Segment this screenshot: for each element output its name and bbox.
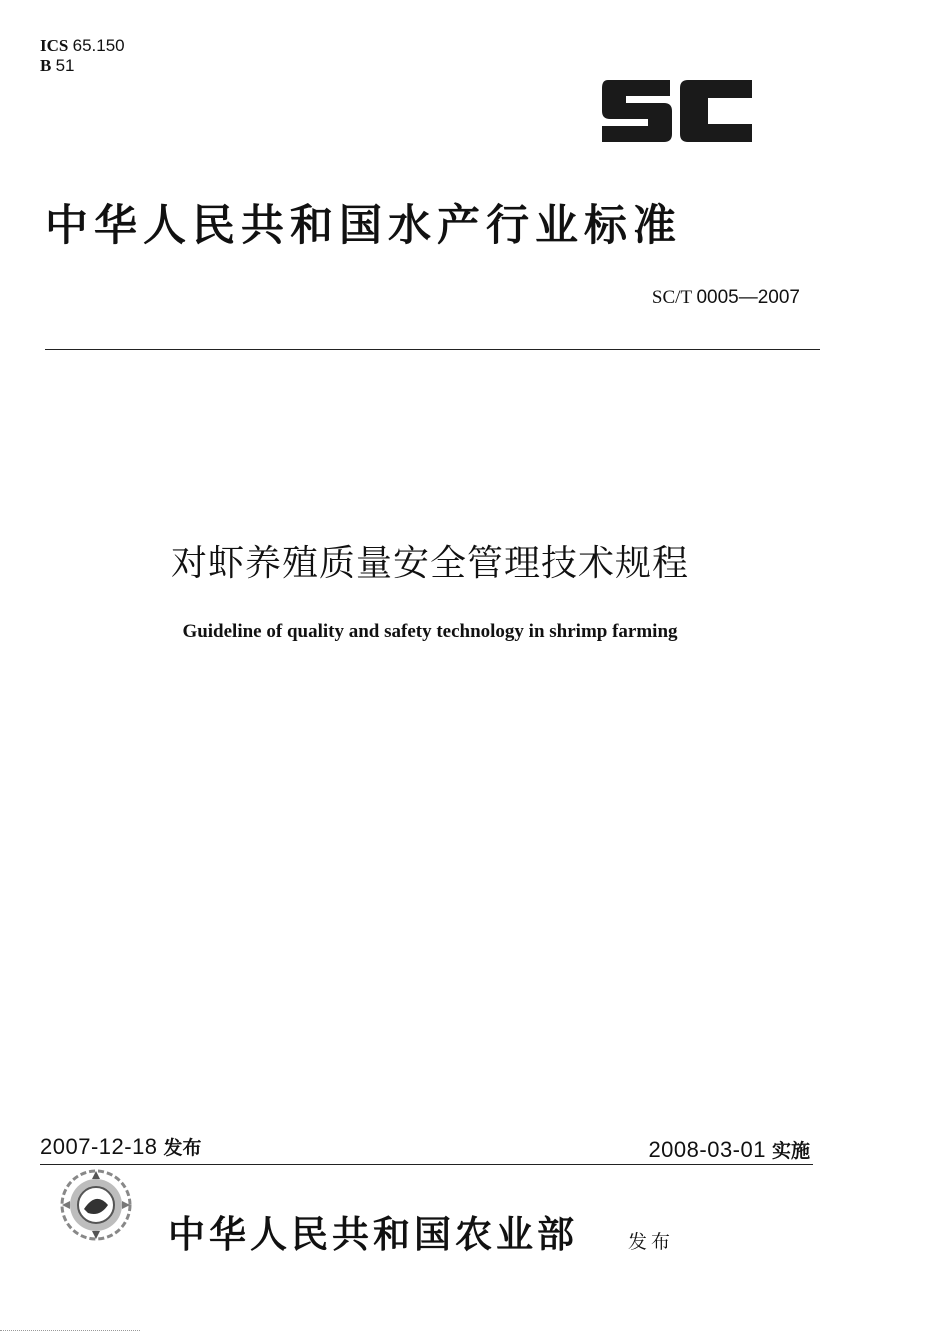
effective-date-block <box>648 1136 810 1163</box>
issue-date: 2007-12-18 <box>40 1134 158 1159</box>
sc-logo-icon <box>598 76 756 146</box>
classification-codes <box>40 36 125 76</box>
issue-label: 发布 <box>163 1137 202 1159</box>
issue-date-block <box>40 1133 202 1160</box>
logo-letter-c <box>680 80 752 142</box>
ccs-code <box>40 56 125 76</box>
standard-prefix: SC/T <box>651 287 692 308</box>
issuing-authority-suffix: 发布 <box>628 1231 675 1253</box>
ministry-emblem-icon <box>56 1165 136 1245</box>
footer-divider <box>40 1164 813 1165</box>
header-divider <box>45 349 820 350</box>
standard-number <box>652 287 800 309</box>
document-title-english: Guideline of quality and safety technology in shrimp farming <box>182 621 678 642</box>
ics-value: 65.150 <box>72 36 125 55</box>
document-title-chinese: 对虾养殖质量安全管理技术规程 <box>170 543 689 584</box>
effective-date: 2008-03-01 <box>648 1137 766 1162</box>
page-edge-mark <box>0 1330 140 1331</box>
ccs-label: B <box>40 56 52 75</box>
standard-code: 0005—2007 <box>696 287 800 308</box>
ccs-value: 51 <box>55 56 75 75</box>
ics-code <box>40 36 125 56</box>
effective-label: 实施 <box>771 1140 810 1162</box>
standard-category-heading: 中华人民共和国水产行业标准 <box>45 201 682 251</box>
ics-label: ICS <box>40 36 69 55</box>
issuing-authority: 中华人民共和国农业部 <box>168 1212 578 1256</box>
logo-letter-s <box>602 80 672 142</box>
